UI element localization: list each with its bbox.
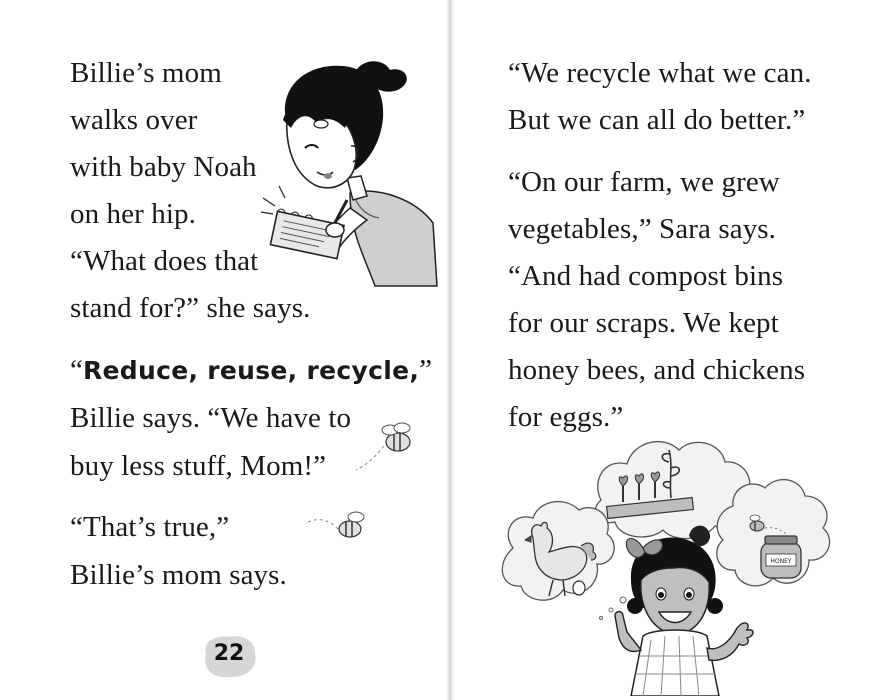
text-line: honey bees, and chickens <box>508 354 806 386</box>
page-gutter <box>446 0 454 700</box>
text-line: Billie’s mom says. <box>70 559 287 591</box>
text-line: Billie says. “We have to <box>70 402 352 434</box>
text-line-bold <box>70 353 432 388</box>
text-line: stand for?” she says. <box>70 292 311 324</box>
honey-label: HONEY <box>770 558 792 565</box>
text-line: “On our farm, we grew <box>508 166 780 198</box>
text-line: on her hip. <box>70 198 196 230</box>
text-line: “That’s true,” <box>70 511 230 543</box>
page-number <box>198 632 260 682</box>
page-number-text: 22 <box>213 641 245 666</box>
bold-slogan: Reduce, reuse, recycle, <box>82 356 420 385</box>
close-quote: ” <box>419 354 433 386</box>
sara-thinking-illustration <box>493 430 853 696</box>
text-line: with baby Noah <box>70 151 257 183</box>
text-line: “We recycle what we can. <box>508 57 812 89</box>
bee-icon <box>300 505 380 550</box>
text-line: Billie’s mom <box>70 57 222 89</box>
bee-icon <box>350 420 420 480</box>
text-line: walks over <box>70 104 198 136</box>
text-line: vegetables,” Sara says. <box>508 213 777 245</box>
text-line: “And had compost bins <box>508 260 784 292</box>
billie-writing-illustration <box>255 58 440 288</box>
text-line: buy less stuff, Mom!” <box>70 450 327 482</box>
text-line: “What does that <box>70 245 259 277</box>
open-quote: “ <box>70 354 83 386</box>
text-line: for our scraps. We kept <box>508 307 779 339</box>
text-line: But we can all do better.” <box>508 104 806 136</box>
text-line: for eggs.” <box>508 401 624 433</box>
